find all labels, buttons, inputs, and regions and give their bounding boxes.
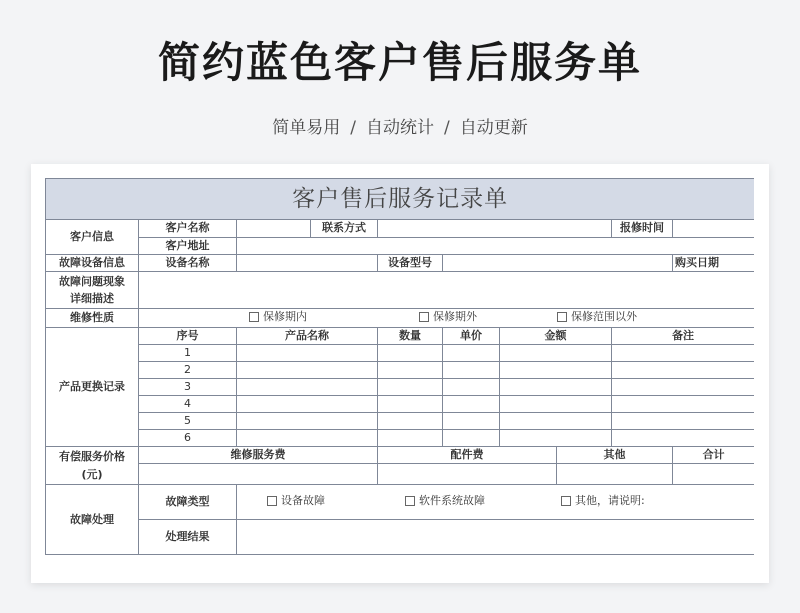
checkbox-icon[interactable]: [405, 496, 415, 506]
feature-subtitle: [0, 113, 800, 138]
warranty-in-option[interactable]: 保修期内: [249, 309, 419, 325]
amount-cell[interactable]: [500, 413, 612, 430]
amount-cell[interactable]: [500, 396, 612, 413]
customer-info-label: 客户信息: [46, 220, 139, 255]
customer-address-label: 客户地址: [139, 237, 237, 255]
row-number: 5: [139, 413, 237, 430]
quantity-cell[interactable]: [378, 396, 443, 413]
separator: /: [444, 118, 450, 138]
form-title: 客户售后服务记录单: [46, 179, 755, 220]
product-name-cell[interactable]: [237, 396, 378, 413]
fault-type-label: 故障类型: [139, 485, 237, 520]
unit-price-cell[interactable]: [443, 362, 500, 379]
quantity-cell[interactable]: [378, 345, 443, 362]
result-label: 处理结果: [139, 520, 237, 555]
product-name-cell[interactable]: [237, 379, 378, 396]
product-name-cell[interactable]: [237, 345, 378, 362]
service-record-table: [45, 178, 754, 555]
col-product-name: 产品名称: [237, 328, 378, 345]
parts-fee-header: 配件费: [378, 447, 557, 464]
quantity-cell[interactable]: [378, 362, 443, 379]
paid-service-label-line1: 有偿服务价格: [59, 449, 125, 463]
device-name-label: 设备名称: [139, 255, 237, 272]
unit-price-cell[interactable]: [443, 396, 500, 413]
customer-address-cell[interactable]: [237, 237, 755, 255]
unit-price-cell[interactable]: [443, 345, 500, 362]
warranty-out-option[interactable]: 保修期外: [419, 309, 557, 325]
col-remarks: 备注: [612, 328, 755, 345]
table-row: [46, 413, 755, 430]
product-name-cell[interactable]: [237, 362, 378, 379]
problem-description-cell[interactable]: [139, 272, 755, 309]
checkbox-icon[interactable]: [249, 312, 259, 322]
total-cell[interactable]: [673, 464, 755, 485]
fault-type-options: [237, 485, 755, 520]
col-quantity: 数量: [378, 328, 443, 345]
customer-name-label: 客户名称: [139, 220, 237, 238]
col-seq: 序号: [139, 328, 237, 345]
device-name-cell[interactable]: [237, 255, 378, 272]
customer-name-cell[interactable]: [237, 220, 311, 238]
amount-cell[interactable]: [500, 430, 612, 447]
col-unit-price: 单价: [443, 328, 500, 345]
unit-price-cell[interactable]: [443, 430, 500, 447]
table-row: [46, 430, 755, 447]
maintenance-type-label: 维修性质: [46, 309, 139, 328]
product-name-cell[interactable]: [237, 430, 378, 447]
contact-label: 联系方式: [311, 220, 378, 238]
unit-price-cell[interactable]: [443, 379, 500, 396]
row-number: 4: [139, 396, 237, 413]
fault-handling-label: 故障处理: [46, 485, 139, 555]
remarks-cell[interactable]: [612, 345, 755, 362]
spreadsheet: [45, 178, 754, 555]
report-time-label: 报修时间: [612, 220, 673, 238]
report-time-cell[interactable]: [673, 220, 755, 238]
software-fault-option[interactable]: 软件系统故障: [405, 493, 561, 509]
remarks-cell[interactable]: [612, 362, 755, 379]
row-number: 3: [139, 379, 237, 396]
total-header: 合计: [673, 447, 755, 464]
problem-label: [46, 272, 139, 309]
row-number: 2: [139, 362, 237, 379]
feature-easy: 简单易用: [272, 118, 341, 138]
table-row: [46, 345, 755, 362]
replacement-label: 产品更换记录: [46, 328, 139, 447]
remarks-cell[interactable]: [612, 413, 755, 430]
page-title: 简约蓝色客户售后服务单: [157, 38, 642, 87]
col-amount: 金额: [500, 328, 612, 345]
remarks-cell[interactable]: [612, 430, 755, 447]
quantity-cell[interactable]: [378, 379, 443, 396]
feature-auto-stats: 自动统计: [366, 118, 434, 138]
other-fault-option[interactable]: 其他，请说明:: [561, 493, 645, 509]
device-model-label: 设备型号: [378, 255, 443, 272]
repair-fee-header: 维修服务费: [139, 447, 378, 464]
checkbox-icon[interactable]: [561, 496, 571, 506]
table-row: [46, 379, 755, 396]
checkbox-icon[interactable]: [267, 496, 277, 506]
contact-cell[interactable]: [378, 220, 612, 238]
checkbox-icon[interactable]: [419, 312, 429, 322]
maintenance-options: [139, 309, 755, 328]
separator: /: [350, 118, 356, 138]
other-fee-header: 其他: [557, 447, 673, 464]
paid-service-label-line2: (元): [81, 467, 103, 481]
parts-fee-cell[interactable]: [378, 464, 557, 485]
repair-fee-cell[interactable]: [139, 464, 378, 485]
unit-price-cell[interactable]: [443, 413, 500, 430]
feature-auto-update: 自动更新: [459, 118, 528, 138]
row-number: 1: [139, 345, 237, 362]
amount-cell[interactable]: [500, 362, 612, 379]
amount-cell[interactable]: [500, 379, 612, 396]
table-row: [46, 362, 755, 379]
problem-label-line2: 详细描述: [70, 292, 114, 305]
device-model-cell[interactable]: [443, 255, 673, 272]
purchase-date-label: 购买日期: [673, 255, 755, 272]
other-fee-cell[interactable]: [557, 464, 673, 485]
amount-cell[interactable]: [500, 345, 612, 362]
device-fault-option[interactable]: 设备故障: [267, 493, 405, 509]
checkbox-icon[interactable]: [557, 312, 567, 322]
out-of-scope-option[interactable]: 保修范围以外: [557, 309, 637, 325]
paid-service-label: [46, 447, 139, 485]
quantity-cell[interactable]: [378, 413, 443, 430]
problem-label-line1: 故障问题现象: [59, 275, 125, 288]
form-preview-card: [31, 164, 769, 583]
quantity-cell[interactable]: [378, 430, 443, 447]
product-name-cell[interactable]: [237, 413, 378, 430]
remarks-cell[interactable]: [612, 396, 755, 413]
device-info-label: 故障设备信息: [46, 255, 139, 272]
row-number: 6: [139, 430, 237, 447]
table-row: [46, 396, 755, 413]
remarks-cell[interactable]: [612, 379, 755, 396]
result-cell[interactable]: [237, 520, 755, 555]
